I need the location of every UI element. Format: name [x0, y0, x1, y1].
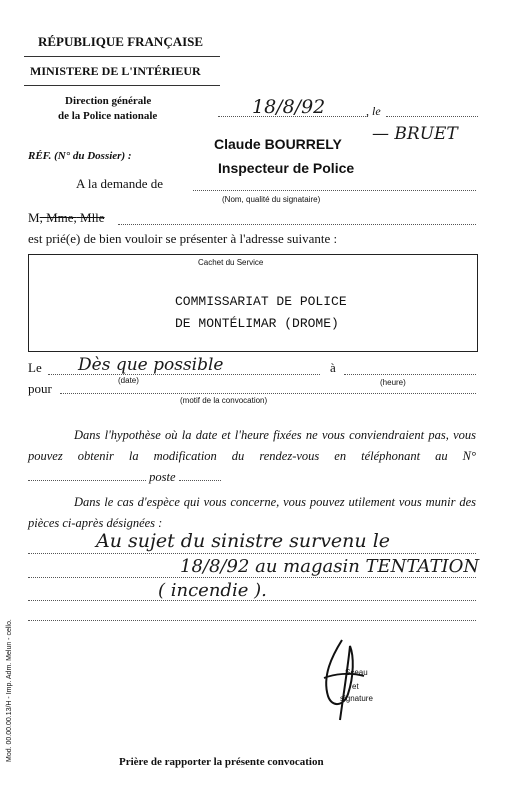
- documents-line-2: [28, 577, 476, 578]
- service-stamp-caption: Cachet du Service: [198, 258, 264, 267]
- requester-name: Claude BOURRELY: [214, 136, 342, 152]
- form-reference-vertical: Mod. 00.00.00.13/H - Imp. Adm. Melun - cello.: [6, 619, 13, 762]
- request-intro: A la demande de: [76, 176, 163, 191]
- service-name-line-2: DE MONTÉLIMAR (DROME): [175, 316, 339, 331]
- documents-paragraph: Dans le cas d'espèce qui vous concerne, vous pouvez utilement vous munir des pièces ci-après désignées :: [28, 495, 476, 530]
- purpose-caption: (motif de la convocation): [180, 396, 268, 405]
- handwritten-line-1: Au sujet du sinistre survenu le: [96, 530, 391, 552]
- ministry-divider: [24, 85, 220, 86]
- addressee-line: [118, 224, 476, 225]
- return-note: Prière de rapporter la présente convocation: [119, 756, 324, 768]
- seal-label: Sceau: [345, 668, 368, 677]
- direction-line-2: de la Police nationale: [58, 110, 158, 122]
- reschedule-paragraph: Dans l'hypothèse où la date et l'heure fixées ne vous conviendraient pas, vous pouvez obtenir la modification du rendez-vous en téléphonant au N° poste: [28, 428, 476, 484]
- requester-line: [193, 190, 476, 191]
- reference-label: RÉF. (N° du Dossier) :: [28, 150, 132, 162]
- header-divider: [24, 56, 220, 57]
- requester-caption: (Nom, qualité du signataire): [222, 195, 321, 204]
- date-suffix: , le: [366, 104, 381, 118]
- requester-title: Inspecteur de Police: [218, 160, 355, 176]
- appointment-date-handwritten: Dès que possible: [78, 355, 224, 375]
- documents-line-4: [28, 620, 476, 621]
- signature-label: signature: [340, 694, 373, 703]
- requester-name-extra: — BRUET: [372, 124, 458, 144]
- signature-scribble-icon: [314, 636, 374, 726]
- documents-line-1: [28, 553, 476, 554]
- service-name-line-1: COMMISSARIAT DE POLICE: [175, 294, 347, 309]
- date-dotted-line: [218, 116, 368, 117]
- appointment-time-line: [344, 374, 476, 375]
- address-prompt: est prié(e) de bien vouloir se présenter à l'adresse suivante :: [28, 231, 338, 246]
- date-handwritten: 18/8/92: [252, 96, 326, 118]
- seal-and-label: et: [352, 682, 359, 691]
- purpose-line: [60, 393, 476, 394]
- purpose-label: pour: [28, 381, 52, 396]
- handwritten-line-2: 18/8/92 au magasin TENTATION: [180, 556, 480, 577]
- date-caption: (date): [118, 376, 139, 385]
- addressee-salutation: M, Mme, Mlle: [28, 210, 105, 225]
- republic-heading: RÉPUBLIQUE FRANÇAISE: [38, 34, 204, 49]
- date-label-le: Le: [28, 360, 42, 375]
- date-suffix-line: [386, 116, 478, 117]
- time-caption: (heure): [380, 378, 406, 387]
- ministry-heading: MINISTERE DE L'INTÉRIEUR: [30, 64, 201, 78]
- time-label-a: à: [330, 360, 336, 375]
- direction-line-1: Direction générale: [65, 95, 152, 107]
- handwritten-line-3: ( incendie ).: [158, 580, 267, 601]
- appointment-date-line: [48, 374, 320, 375]
